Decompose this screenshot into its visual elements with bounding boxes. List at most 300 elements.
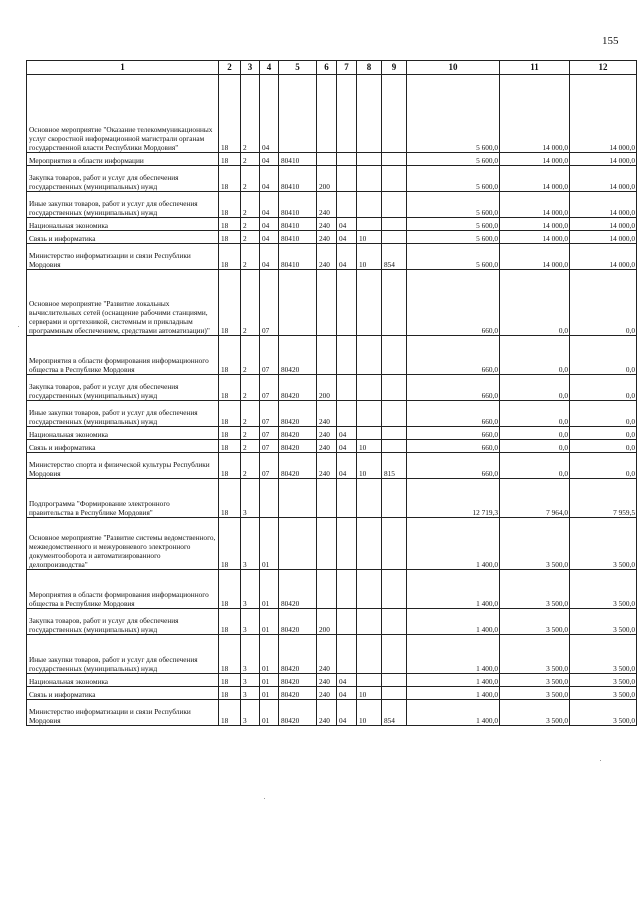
- table-cell: [357, 375, 382, 401]
- table-row: [27, 401, 637, 427]
- table-row: [27, 75, 637, 153]
- table-cell: 10: [357, 700, 382, 726]
- table-cell: 80420: [279, 570, 317, 609]
- table-cell: 10: [357, 687, 382, 700]
- table-cell: 3 500,0: [570, 570, 637, 609]
- table-cell: 18: [219, 231, 241, 244]
- row-name-cell: Иные закупки товаров, работ и услуг для обеспечения государственных (муниципальных) нужд: [27, 401, 219, 427]
- table-cell: 80420: [279, 635, 317, 674]
- table-cell: 07: [260, 453, 279, 479]
- table-row: [27, 479, 637, 518]
- table-cell: 80420: [279, 427, 317, 440]
- table-cell: 3: [241, 635, 260, 674]
- table-row: [27, 231, 637, 244]
- table-cell: 240: [317, 401, 337, 427]
- row-name-cell: Основное мероприятие "Развитие локальных вычислительных сетей (оснащение рабочими станциями, серверами и оргтехникой, системным и прикладным программным обеспечением, средствами автоматизации)": [27, 270, 219, 336]
- table-row: [27, 453, 637, 479]
- table-cell: 3 500,0: [570, 609, 637, 635]
- table-cell: 18: [219, 518, 241, 570]
- table-cell: 240: [317, 218, 337, 231]
- table-cell: 01: [260, 518, 279, 570]
- table-cell: 01: [260, 700, 279, 726]
- row-name-cell: Министерство информатизации и связи Республики Мордовия: [27, 700, 219, 726]
- table-cell: 14 000,0: [570, 75, 637, 153]
- table-cell: 80420: [279, 687, 317, 700]
- table-cell: 1 400,0: [407, 674, 500, 687]
- table-cell: 18: [219, 440, 241, 453]
- table-cell: 14 000,0: [500, 231, 570, 244]
- table-cell: [382, 609, 407, 635]
- table-cell: 0,0: [570, 453, 637, 479]
- row-name-cell: Закупка товаров, работ и услуг для обеспечения государственных (муниципальных) нужд: [27, 375, 219, 401]
- table-cell: 5 600,0: [407, 166, 500, 192]
- table-cell: 7 964,0: [500, 479, 570, 518]
- table-cell: [382, 375, 407, 401]
- table-cell: [382, 192, 407, 218]
- table-cell: [357, 153, 382, 166]
- table-cell: 660,0: [407, 270, 500, 336]
- column-header: 7: [337, 61, 357, 75]
- table-header-row: [27, 61, 637, 75]
- table-cell: [382, 518, 407, 570]
- table-cell: 14 000,0: [570, 231, 637, 244]
- table-cell: [317, 570, 337, 609]
- table-cell: 7 959,5: [570, 479, 637, 518]
- table-cell: 3 500,0: [500, 635, 570, 674]
- table-cell: 200: [317, 375, 337, 401]
- table-cell: 3: [241, 479, 260, 518]
- table-cell: 3 500,0: [570, 518, 637, 570]
- scan-speck: [18, 326, 19, 327]
- table-cell: [357, 609, 382, 635]
- table-cell: 1 400,0: [407, 700, 500, 726]
- table-cell: 04: [337, 427, 357, 440]
- table-cell: 18: [219, 674, 241, 687]
- row-name-cell: Связь и информатика: [27, 687, 219, 700]
- table-cell: 18: [219, 244, 241, 270]
- table-cell: 10: [357, 244, 382, 270]
- table-cell: 2: [241, 401, 260, 427]
- table-cell: 10: [357, 440, 382, 453]
- table-cell: [317, 153, 337, 166]
- table-row: [27, 687, 637, 700]
- table-cell: [337, 570, 357, 609]
- table-cell: [337, 518, 357, 570]
- column-header: 4: [260, 61, 279, 75]
- table-cell: 0,0: [500, 270, 570, 336]
- table-cell: 07: [260, 375, 279, 401]
- row-name-cell: Связь и информатика: [27, 440, 219, 453]
- column-header: 1: [27, 61, 219, 75]
- table-row: [27, 270, 637, 336]
- table-cell: 0,0: [500, 401, 570, 427]
- table-cell: 01: [260, 570, 279, 609]
- row-name-cell: Основное мероприятие "Оказание телекоммуникационных услуг скоростной информационной магистрали органам государственной власти Республики Мордовия": [27, 75, 219, 153]
- table-cell: 80420: [279, 674, 317, 687]
- table-cell: 80420: [279, 375, 317, 401]
- table-cell: 660,0: [407, 401, 500, 427]
- table-cell: 240: [317, 453, 337, 479]
- table-cell: 2: [241, 75, 260, 153]
- table-cell: 1 400,0: [407, 687, 500, 700]
- table-cell: 80420: [279, 440, 317, 453]
- table-cell: [357, 635, 382, 674]
- column-header: 9: [382, 61, 407, 75]
- row-name-cell: Подпрограмма "Формирование электронного правительства в Республике Мордовия": [27, 479, 219, 518]
- table-cell: 10: [357, 453, 382, 479]
- row-name-cell: Министерство информатизации и связи Республики Мордовия: [27, 244, 219, 270]
- table-cell: 18: [219, 401, 241, 427]
- row-name-cell: Иные закупки товаров, работ и услуг для обеспечения государственных (муниципальных) нужд: [27, 192, 219, 218]
- column-header: 5: [279, 61, 317, 75]
- table-cell: 3: [241, 570, 260, 609]
- table-cell: 18: [219, 635, 241, 674]
- table-cell: 14 000,0: [500, 192, 570, 218]
- table-cell: 0,0: [570, 440, 637, 453]
- table-cell: 240: [317, 192, 337, 218]
- table-cell: 3 500,0: [570, 674, 637, 687]
- row-name-cell: Национальная экономика: [27, 218, 219, 231]
- table-cell: 18: [219, 153, 241, 166]
- table-cell: 2: [241, 270, 260, 336]
- table-row: [27, 192, 637, 218]
- table-cell: 2: [241, 218, 260, 231]
- table-cell: [357, 570, 382, 609]
- table-cell: 1 400,0: [407, 570, 500, 609]
- table-cell: 2: [241, 231, 260, 244]
- table-cell: [337, 375, 357, 401]
- row-name-cell: Национальная экономика: [27, 427, 219, 440]
- table-cell: 5 600,0: [407, 218, 500, 231]
- table-cell: 240: [317, 244, 337, 270]
- table-cell: 80410: [279, 153, 317, 166]
- budget-table: [26, 60, 637, 726]
- row-name-cell: Национальная экономика: [27, 674, 219, 687]
- table-cell: [382, 687, 407, 700]
- table-cell: [382, 270, 407, 336]
- table-cell: 854: [382, 244, 407, 270]
- table-cell: [382, 401, 407, 427]
- table-cell: [357, 218, 382, 231]
- table-cell: [337, 153, 357, 166]
- table-cell: 854: [382, 700, 407, 726]
- table-cell: [382, 479, 407, 518]
- table-cell: 2: [241, 453, 260, 479]
- table-cell: 01: [260, 687, 279, 700]
- table-cell: [317, 270, 337, 336]
- table-cell: 18: [219, 75, 241, 153]
- table-cell: 18: [219, 427, 241, 440]
- table-row: [27, 609, 637, 635]
- table-cell: 2: [241, 153, 260, 166]
- table-cell: 3 500,0: [570, 700, 637, 726]
- table-cell: 12 719,3: [407, 479, 500, 518]
- table-cell: 5 600,0: [407, 153, 500, 166]
- table-cell: 660,0: [407, 453, 500, 479]
- page-number: 155: [602, 35, 619, 47]
- table-cell: 2: [241, 166, 260, 192]
- table-cell: 0,0: [570, 270, 637, 336]
- table-cell: 2: [241, 440, 260, 453]
- table-cell: 14 000,0: [500, 153, 570, 166]
- table-cell: 80420: [279, 336, 317, 375]
- table-row: [27, 518, 637, 570]
- table-cell: [357, 75, 382, 153]
- table-cell: 18: [219, 192, 241, 218]
- table-cell: [357, 401, 382, 427]
- table-cell: 80410: [279, 244, 317, 270]
- table-cell: 18: [219, 270, 241, 336]
- table-cell: 660,0: [407, 427, 500, 440]
- table-cell: 3: [241, 700, 260, 726]
- table-cell: [382, 440, 407, 453]
- column-header: 3: [241, 61, 260, 75]
- table-cell: [337, 75, 357, 153]
- row-name-cell: Мероприятия в области формирования информационного общества в Республике Мордовия: [27, 570, 219, 609]
- table-row: [27, 570, 637, 609]
- table-cell: [382, 218, 407, 231]
- table-cell: 2: [241, 427, 260, 440]
- table-cell: 2: [241, 192, 260, 218]
- table-cell: 04: [260, 75, 279, 153]
- table-cell: 04: [337, 674, 357, 687]
- table-cell: 200: [317, 166, 337, 192]
- table-cell: 04: [260, 192, 279, 218]
- table-row: [27, 635, 637, 674]
- column-header: 11: [500, 61, 570, 75]
- table-row: [27, 166, 637, 192]
- row-name-cell: Мероприятия в области информации: [27, 153, 219, 166]
- table-cell: [357, 336, 382, 375]
- table-cell: [337, 192, 357, 218]
- table-cell: 80410: [279, 218, 317, 231]
- table-cell: 0,0: [570, 375, 637, 401]
- table-cell: 3 500,0: [500, 687, 570, 700]
- table-cell: 04: [260, 153, 279, 166]
- table-cell: 3 500,0: [570, 687, 637, 700]
- row-name-cell: Основное мероприятие "Развитие системы ведомственного, межведомственного и межуровневого электронного документооборота и автоматизированного делопроизводства": [27, 518, 219, 570]
- table-row: [27, 153, 637, 166]
- table-cell: 07: [260, 401, 279, 427]
- column-header: 10: [407, 61, 500, 75]
- table-cell: 04: [260, 244, 279, 270]
- table-cell: 3 500,0: [500, 609, 570, 635]
- table-cell: 14 000,0: [570, 218, 637, 231]
- table-cell: 0,0: [570, 336, 637, 375]
- table-cell: 14 000,0: [570, 244, 637, 270]
- table-cell: 2: [241, 336, 260, 375]
- table-cell: 18: [219, 453, 241, 479]
- table-cell: [260, 479, 279, 518]
- table-cell: 1 400,0: [407, 635, 500, 674]
- table-cell: [317, 336, 337, 375]
- table-cell: 80410: [279, 166, 317, 192]
- scan-speck: [600, 760, 601, 761]
- table-cell: 04: [337, 218, 357, 231]
- row-name-cell: Закупка товаров, работ и услуг для обеспечения государственных (муниципальных) нужд: [27, 166, 219, 192]
- table-cell: 04: [337, 231, 357, 244]
- table-cell: [382, 674, 407, 687]
- table-cell: 0,0: [500, 453, 570, 479]
- table-cell: [279, 270, 317, 336]
- table-cell: 3 500,0: [500, 700, 570, 726]
- table-cell: [279, 75, 317, 153]
- table-cell: 815: [382, 453, 407, 479]
- table-cell: [357, 479, 382, 518]
- table-cell: 3 500,0: [570, 635, 637, 674]
- table-cell: 80420: [279, 609, 317, 635]
- table-cell: [337, 635, 357, 674]
- table-cell: 18: [219, 479, 241, 518]
- table-cell: 3 500,0: [500, 674, 570, 687]
- table-body: [27, 75, 637, 726]
- table-cell: 3: [241, 687, 260, 700]
- table-cell: [382, 166, 407, 192]
- table-cell: 1 400,0: [407, 609, 500, 635]
- row-name-cell: Связь и информатика: [27, 231, 219, 244]
- table-cell: 04: [337, 453, 357, 479]
- table-cell: [337, 479, 357, 518]
- table-cell: 3: [241, 609, 260, 635]
- table-cell: 04: [337, 244, 357, 270]
- table-cell: 01: [260, 635, 279, 674]
- table-cell: 18: [219, 570, 241, 609]
- table-cell: 80420: [279, 453, 317, 479]
- table-cell: [337, 609, 357, 635]
- table-cell: 14 000,0: [500, 218, 570, 231]
- table-cell: [317, 479, 337, 518]
- table-cell: 14 000,0: [570, 192, 637, 218]
- table-cell: 07: [260, 427, 279, 440]
- table-cell: 18: [219, 166, 241, 192]
- row-name-cell: Закупка товаров, работ и услуг для обеспечения государственных (муниципальных) нужд: [27, 609, 219, 635]
- table-cell: 14 000,0: [500, 166, 570, 192]
- table-cell: [337, 166, 357, 192]
- table-cell: 18: [219, 336, 241, 375]
- table-cell: [337, 336, 357, 375]
- table-cell: 3: [241, 674, 260, 687]
- table-cell: 0,0: [500, 336, 570, 375]
- table-cell: 5 600,0: [407, 192, 500, 218]
- table-cell: 80420: [279, 401, 317, 427]
- table-cell: 80420: [279, 700, 317, 726]
- table-cell: 0,0: [570, 427, 637, 440]
- table-cell: [382, 427, 407, 440]
- table-cell: [382, 336, 407, 375]
- table-cell: 240: [317, 674, 337, 687]
- table-cell: [357, 427, 382, 440]
- table-cell: 04: [337, 440, 357, 453]
- table-cell: [357, 270, 382, 336]
- table-cell: [357, 518, 382, 570]
- table-cell: 240: [317, 427, 337, 440]
- table-row: [27, 440, 637, 453]
- table-cell: 660,0: [407, 336, 500, 375]
- table-cell: 10: [357, 231, 382, 244]
- table-cell: 2: [241, 244, 260, 270]
- table-cell: 04: [260, 218, 279, 231]
- table-cell: 660,0: [407, 440, 500, 453]
- table-cell: [382, 635, 407, 674]
- table-cell: [357, 192, 382, 218]
- table-cell: 80410: [279, 192, 317, 218]
- table-cell: 240: [317, 635, 337, 674]
- table-cell: 2: [241, 375, 260, 401]
- table-cell: 5 600,0: [407, 244, 500, 270]
- column-header: 6: [317, 61, 337, 75]
- table-cell: 3: [241, 518, 260, 570]
- table-cell: 07: [260, 270, 279, 336]
- table-cell: 04: [260, 231, 279, 244]
- table-cell: [382, 75, 407, 153]
- table-cell: [337, 401, 357, 427]
- table-cell: 5 600,0: [407, 231, 500, 244]
- scan-speck: [264, 798, 265, 799]
- table-cell: 01: [260, 609, 279, 635]
- table-cell: 200: [317, 609, 337, 635]
- table-cell: 80410: [279, 231, 317, 244]
- table-cell: 0,0: [500, 375, 570, 401]
- table-row: [27, 375, 637, 401]
- table-cell: 04: [260, 166, 279, 192]
- table-cell: 240: [317, 440, 337, 453]
- table-cell: 14 000,0: [570, 166, 637, 192]
- table-cell: 14 000,0: [500, 244, 570, 270]
- table-row: [27, 218, 637, 231]
- table-cell: 07: [260, 440, 279, 453]
- table-row: [27, 674, 637, 687]
- table-cell: [357, 166, 382, 192]
- table-cell: 01: [260, 674, 279, 687]
- table-cell: [337, 270, 357, 336]
- table-row: [27, 244, 637, 270]
- table-cell: 240: [317, 700, 337, 726]
- table-row: [27, 700, 637, 726]
- table-cell: 240: [317, 231, 337, 244]
- table-cell: [317, 518, 337, 570]
- column-header: 12: [570, 61, 637, 75]
- table-cell: 0,0: [570, 401, 637, 427]
- column-header: 8: [357, 61, 382, 75]
- table-cell: 04: [337, 700, 357, 726]
- table-cell: 660,0: [407, 375, 500, 401]
- budget-table-container: [26, 60, 637, 726]
- column-header: 2: [219, 61, 241, 75]
- row-name-cell: Иные закупки товаров, работ и услуг для обеспечения государственных (муниципальных) нужд: [27, 635, 219, 674]
- table-cell: [382, 570, 407, 609]
- table-cell: [279, 479, 317, 518]
- table-cell: [317, 75, 337, 153]
- table-cell: 0,0: [500, 440, 570, 453]
- table-cell: 0,0: [500, 427, 570, 440]
- table-row: [27, 427, 637, 440]
- table-cell: 5 600,0: [407, 75, 500, 153]
- table-cell: 18: [219, 218, 241, 231]
- row-name-cell: Мероприятия в области формирования информационного общества в Республике Мордовия: [27, 336, 219, 375]
- row-name-cell: Министерство спорта и физической культуры Республики Мордовия: [27, 453, 219, 479]
- table-cell: [279, 518, 317, 570]
- table-cell: 3 500,0: [500, 518, 570, 570]
- table-cell: 07: [260, 336, 279, 375]
- table-cell: 3 500,0: [500, 570, 570, 609]
- table-row: [27, 336, 637, 375]
- table-cell: 1 400,0: [407, 518, 500, 570]
- table-cell: 18: [219, 687, 241, 700]
- table-cell: 04: [337, 687, 357, 700]
- table-cell: [382, 231, 407, 244]
- table-cell: 18: [219, 700, 241, 726]
- table-cell: 14 000,0: [570, 153, 637, 166]
